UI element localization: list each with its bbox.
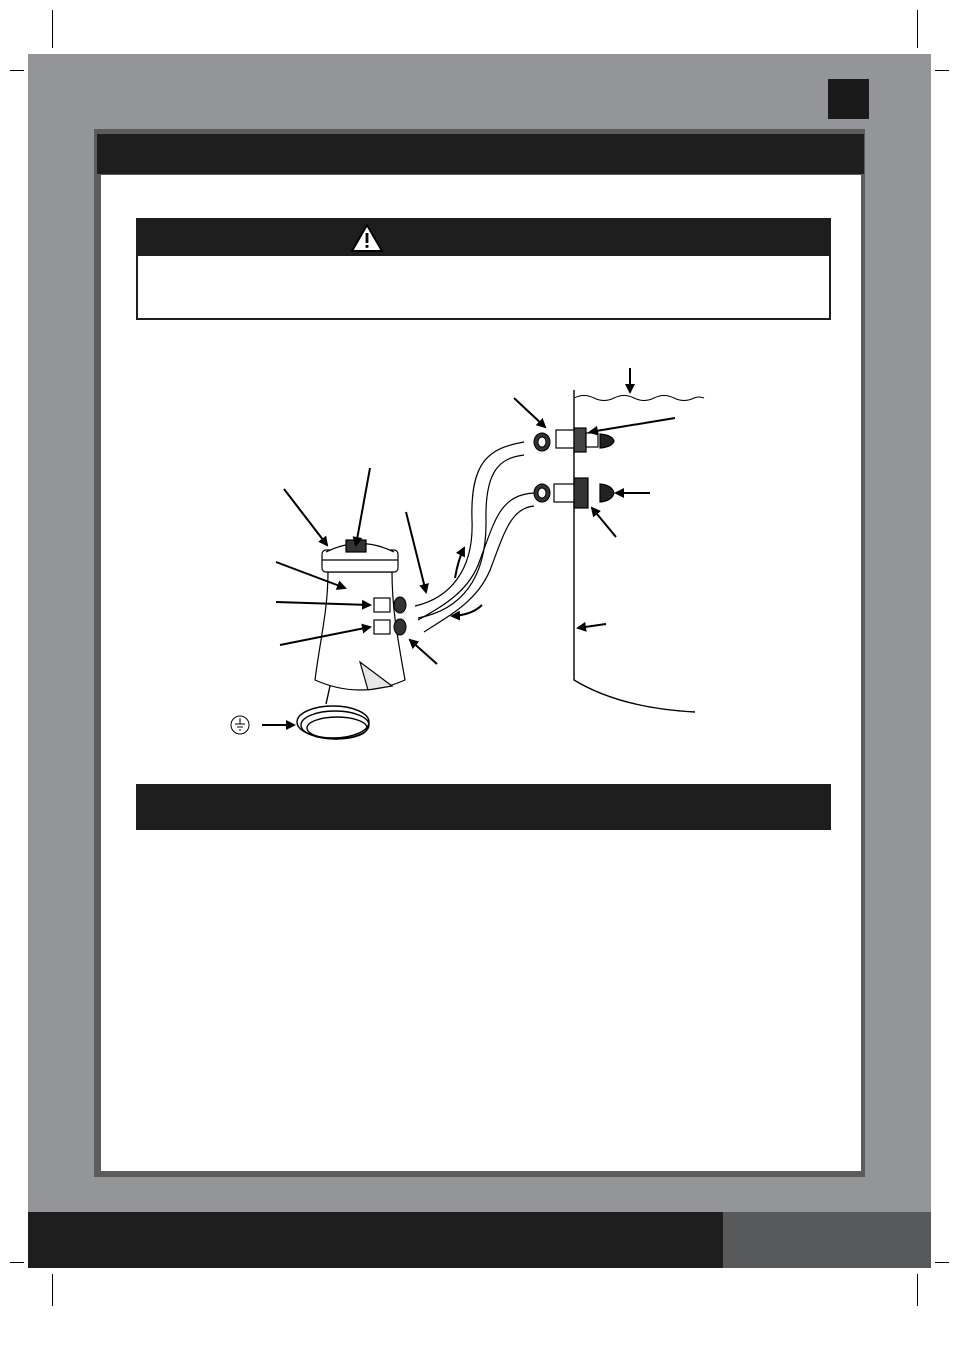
ground-symbol-icon (231, 716, 249, 734)
hose-lower (418, 493, 534, 632)
power-cord (297, 686, 369, 739)
water-line (574, 396, 704, 401)
hose-nut-upper (534, 433, 550, 451)
filter-pump (315, 540, 405, 690)
strainer-connector-upper (556, 428, 614, 452)
section-header-bar (136, 784, 831, 830)
hose-upper (415, 442, 524, 618)
strainer-connector-lower (554, 478, 614, 508)
footer-accent (723, 1212, 931, 1268)
hose-nut-lower (534, 484, 550, 502)
pump-hose-nuts (394, 597, 406, 635)
footer-bar (28, 1212, 723, 1268)
